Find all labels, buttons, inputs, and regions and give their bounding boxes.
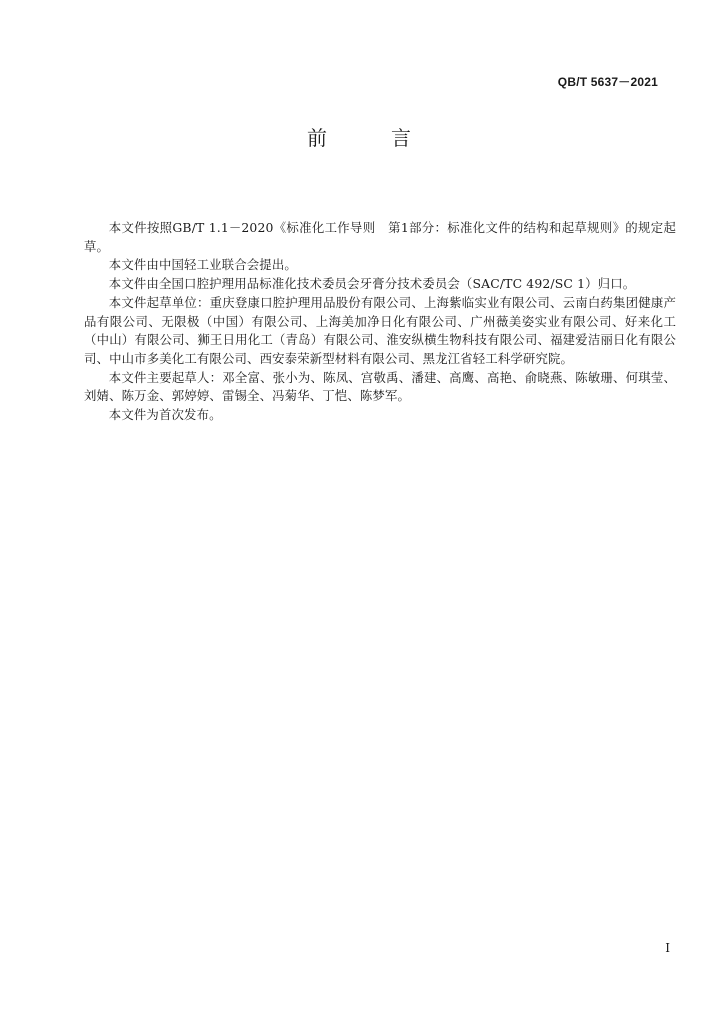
paragraph-drafting-units: 本文件起草单位：重庆登康口腔护理用品股份有限公司、上海紫临实业有限公司、云南白药集团健康产品有限公司、无限极（中国）有限公司、上海美加净日化有限公司、广州薇美姿实业有限公司、好来化工（中山）有限公司、狮王日用化工（青岛）有限公司、淮安纵横生物科技有限公司、福建爱洁丽日化有限公司、中山市多美化工有限公司、西安泰荣新型材料有限公司、黑龙江省轻工科学研究院。 (84, 294, 676, 366)
standard-code: QB/T 5637－2021 (557, 75, 658, 89)
paragraph-drafting-rules: 本文件按照GB/T 1.1－2020《标准化工作导则 第1部分：标准化文件的结构和起草规则》的规定起草。 (84, 220, 676, 254)
paragraph-jurisdiction: 本文件由全国口腔护理用品标准化技术委员会牙膏分技术委员会（SAC/TC 492/SC 1）归口。 (108, 276, 636, 292)
paragraph-proposer: 本文件由中国轻工业联合会提出。 (108, 257, 297, 273)
page-title: 前 言 (307, 126, 433, 150)
paragraph-first-release: 本文件为首次发布。 (108, 407, 222, 423)
paragraph-drafters: 本文件主要起草人：邓全富、张小为、陈凤、宫敬禹、潘建、高鹰、高艳、俞晓燕、陈敏珊、何琪莹、刘婧、陈万金、郭婷婷、雷锡全、冯菊华、丁恺、陈梦军。 (84, 369, 676, 404)
foreword-body (84, 219, 676, 425)
page-number: I (665, 941, 670, 955)
